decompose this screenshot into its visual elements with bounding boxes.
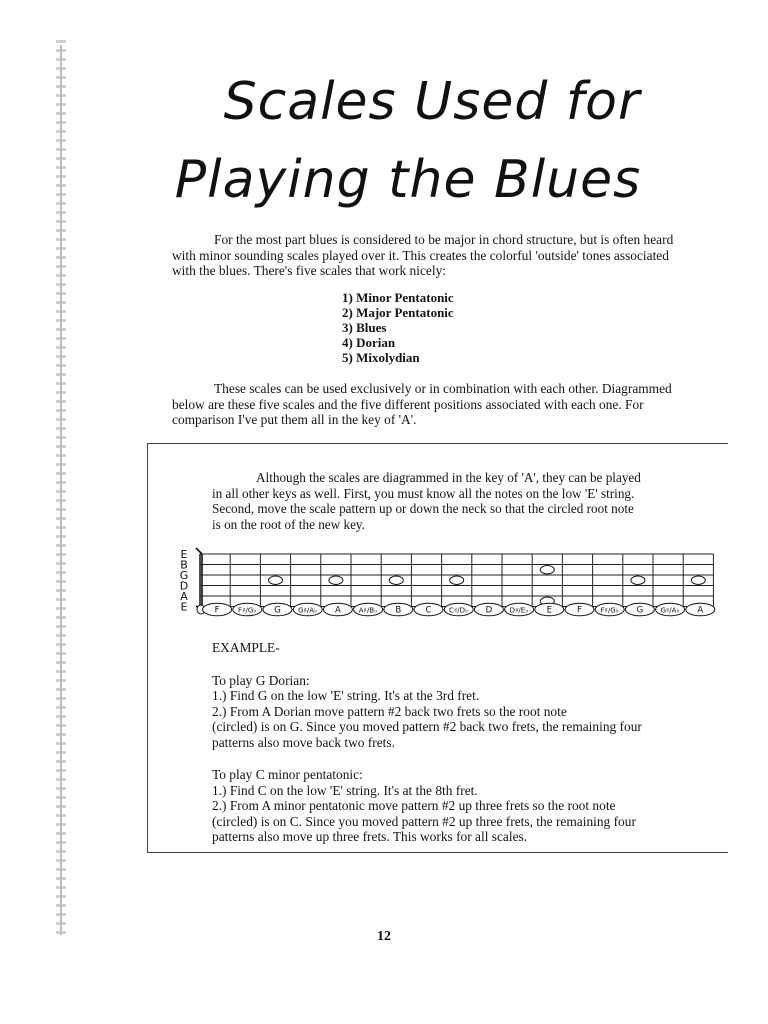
intro-paragraph: [172, 232, 712, 279]
box-line: Although the scales are diagrammed in the key of 'A', they can be played: [256, 470, 641, 485]
note-label: G: [274, 605, 281, 616]
scale-list-item: 4) Dorian: [342, 335, 396, 350]
string-label: A: [180, 590, 188, 603]
box-line: in all other keys as well. First, you must know all the notes on the low 'E' string.: [212, 485, 635, 501]
note-label: G♯/A♭: [660, 606, 680, 615]
example-c-minor-line: (circled) is on C. Since you moved pattern #2 up three frets, the remaining four: [212, 813, 636, 829]
intro-line: with the blues. There's five scales that work nicely:: [172, 263, 446, 278]
note-label: F♯/G♭: [600, 606, 619, 615]
box-line: is on the root of the new key.: [212, 516, 365, 532]
note-label: C♯/D♭: [449, 606, 469, 615]
box-paragraph: [212, 470, 692, 532]
fret-position-marker: [269, 576, 283, 584]
fretboard-diagram: [176, 540, 716, 625]
box-line: Second, move the scale pattern up or down the neck so that the circled root note: [212, 501, 634, 516]
note-label: A: [697, 605, 704, 616]
intro-line: For the most part blues is considered to be major in chord structure, but is often heard: [214, 232, 674, 247]
example-g-dorian-line: (circled) is on G. Since you moved pattern #2 back two frets, the remaining four: [212, 719, 642, 734]
usage-paragraph: [172, 381, 712, 428]
example-g-dorian-line: patterns also move back two frets.: [212, 734, 395, 750]
scale-list-item: 1) Minor Pentatonic: [342, 290, 454, 305]
example-c-minor-line: 2.) From A minor pentatonic move pattern #2 up three frets so the root note: [212, 798, 616, 813]
example-c-minor-line: 1.) Find C on the low 'E' string. It's at the 8th fret.: [212, 782, 478, 798]
scale-list-item: 2) Major Pentatonic: [342, 305, 454, 320]
fret-position-marker: [631, 576, 645, 584]
note-label: F♯/G♭: [238, 606, 257, 615]
string-label: G: [179, 569, 189, 582]
fret-position-marker: [389, 576, 403, 584]
fret-position-marker: [691, 576, 705, 584]
example-g-dorian-line: To play G Dorian:: [212, 672, 310, 688]
example-c-minor-line: patterns also move up three frets. This works for all scales.: [212, 829, 528, 844]
string-label: E: [180, 600, 188, 614]
example-c-minor-line: To play C minor pentatonic:: [212, 767, 363, 782]
fret-position-marker: [329, 576, 343, 584]
page-title-line-2: Playing the Blues: [174, 150, 642, 210]
string-label: B: [180, 558, 188, 572]
note-label: G: [636, 605, 644, 616]
note-label: A: [334, 605, 341, 616]
note-label: D♯/E♭: [509, 606, 529, 615]
scale-list-item: 5) Mixolydian: [342, 350, 420, 365]
nut: [196, 548, 202, 607]
scale-list-item: 3) Blues: [342, 320, 387, 335]
example-g-dorian-line: 1.) Find G on the low 'E' string. It's at the 3rd fret.: [212, 688, 480, 703]
page-title-line-1: Scales Used for: [223, 72, 641, 132]
note-label: F: [214, 605, 220, 616]
note-label: F: [577, 605, 582, 616]
string-label: D: [179, 579, 189, 593]
usage-line: below are these five scales and the five different positions associated with each one. For: [172, 396, 644, 412]
string-label: E: [180, 548, 188, 561]
note-label: D: [485, 605, 493, 616]
note-label: A♯/B♭: [358, 606, 378, 615]
fret-position-marker: [450, 576, 464, 584]
page-number: 12: [377, 929, 391, 944]
example-heading: EXAMPLE-: [212, 640, 280, 655]
usage-line: These scales can be used exclusively or in combination with each other. Diagrammed: [214, 381, 672, 396]
fret-position-marker: [540, 566, 554, 574]
usage-line: comparison I've put them all in the key of 'A'.: [172, 412, 417, 427]
note-label: E: [546, 605, 552, 616]
scale-list: [342, 290, 454, 365]
note-label: C: [425, 605, 432, 616]
example-g-dorian-line: 2.) From A Dorian move pattern #2 back two frets so the root note: [212, 703, 567, 719]
note-label: G♯/A♭: [298, 606, 318, 615]
example-section: [212, 640, 712, 845]
note-label: B: [395, 605, 402, 616]
intro-line: with minor sounding scales played over it. This creates the colorful 'outside' tones associated: [172, 247, 669, 263]
